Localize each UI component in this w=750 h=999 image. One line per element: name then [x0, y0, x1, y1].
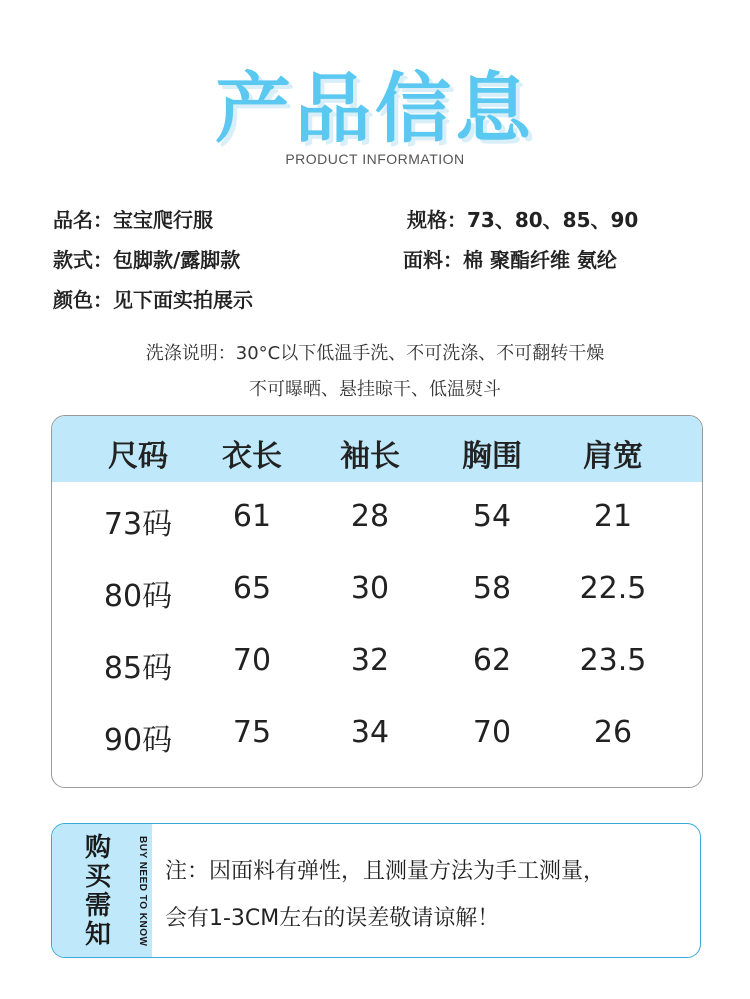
info-size-spec: 规格：73、80、85、90: [407, 208, 639, 232]
row-73-shoulder: 21: [593, 499, 633, 534]
wash-instructions-line2: 不可曝晒、悬挂晾干、低温熨斗: [249, 379, 501, 400]
row-80-length: 65: [232, 571, 272, 606]
page-title: 产品信息: [215, 64, 535, 153]
size-table: [51, 415, 703, 788]
header-length: 衣长: [222, 439, 282, 474]
purchase-notice: [51, 823, 701, 958]
header-sleeve: 袖长: [340, 439, 400, 474]
info-style: 款式：包脚款/露脚款: [53, 248, 241, 272]
row-85-chest: 62: [472, 643, 512, 678]
row-90-sleeve: 34: [350, 715, 390, 750]
row-80-size: 80码: [103, 579, 173, 614]
row-80-chest: 58: [472, 571, 512, 606]
row-90-chest: 70: [472, 715, 512, 750]
wash-instructions-line1: 洗涤说明：30°C以下低温手洗、不可洗涤、不可翻转干燥: [145, 343, 605, 364]
row-90-size: 90码: [103, 723, 173, 758]
row-73-sleeve: 28: [350, 499, 390, 534]
header-shoulder: 肩宽: [583, 439, 643, 474]
header-size: 尺码: [108, 439, 168, 474]
notice-text-line1: 注：因面料有弹性，且测量方法为手工测量，: [165, 859, 606, 884]
row-73-chest: 54: [472, 499, 512, 534]
row-90-shoulder: 26: [593, 715, 633, 750]
header-chest: 胸围: [462, 439, 522, 474]
page-subtitle: PRODUCT INFORMATION: [285, 151, 465, 167]
notice-title: 购买需知: [84, 833, 111, 950]
info-color: 颜色：见下面实拍展示: [53, 288, 253, 312]
notice-title-en: BUY NEED TO KNOW: [137, 835, 148, 947]
row-85-shoulder: 23.5: [579, 643, 647, 678]
row-85-length: 70: [232, 643, 272, 678]
row-80-sleeve: 30: [350, 571, 390, 606]
row-80-shoulder: 22.5: [579, 571, 647, 606]
info-product-name: 品名：宝宝爬行服: [53, 208, 213, 232]
notice-text-line2: 会有1-3CM左右的误差敬请谅解！: [165, 906, 500, 931]
row-85-size: 85码: [103, 651, 173, 686]
info-fabric: 面料：棉 聚酯纤维 氨纶: [403, 248, 617, 272]
row-73-length: 61: [232, 499, 272, 534]
row-85-sleeve: 32: [350, 643, 390, 678]
row-73-size: 73码: [103, 507, 173, 542]
row-90-length: 75: [232, 715, 272, 750]
